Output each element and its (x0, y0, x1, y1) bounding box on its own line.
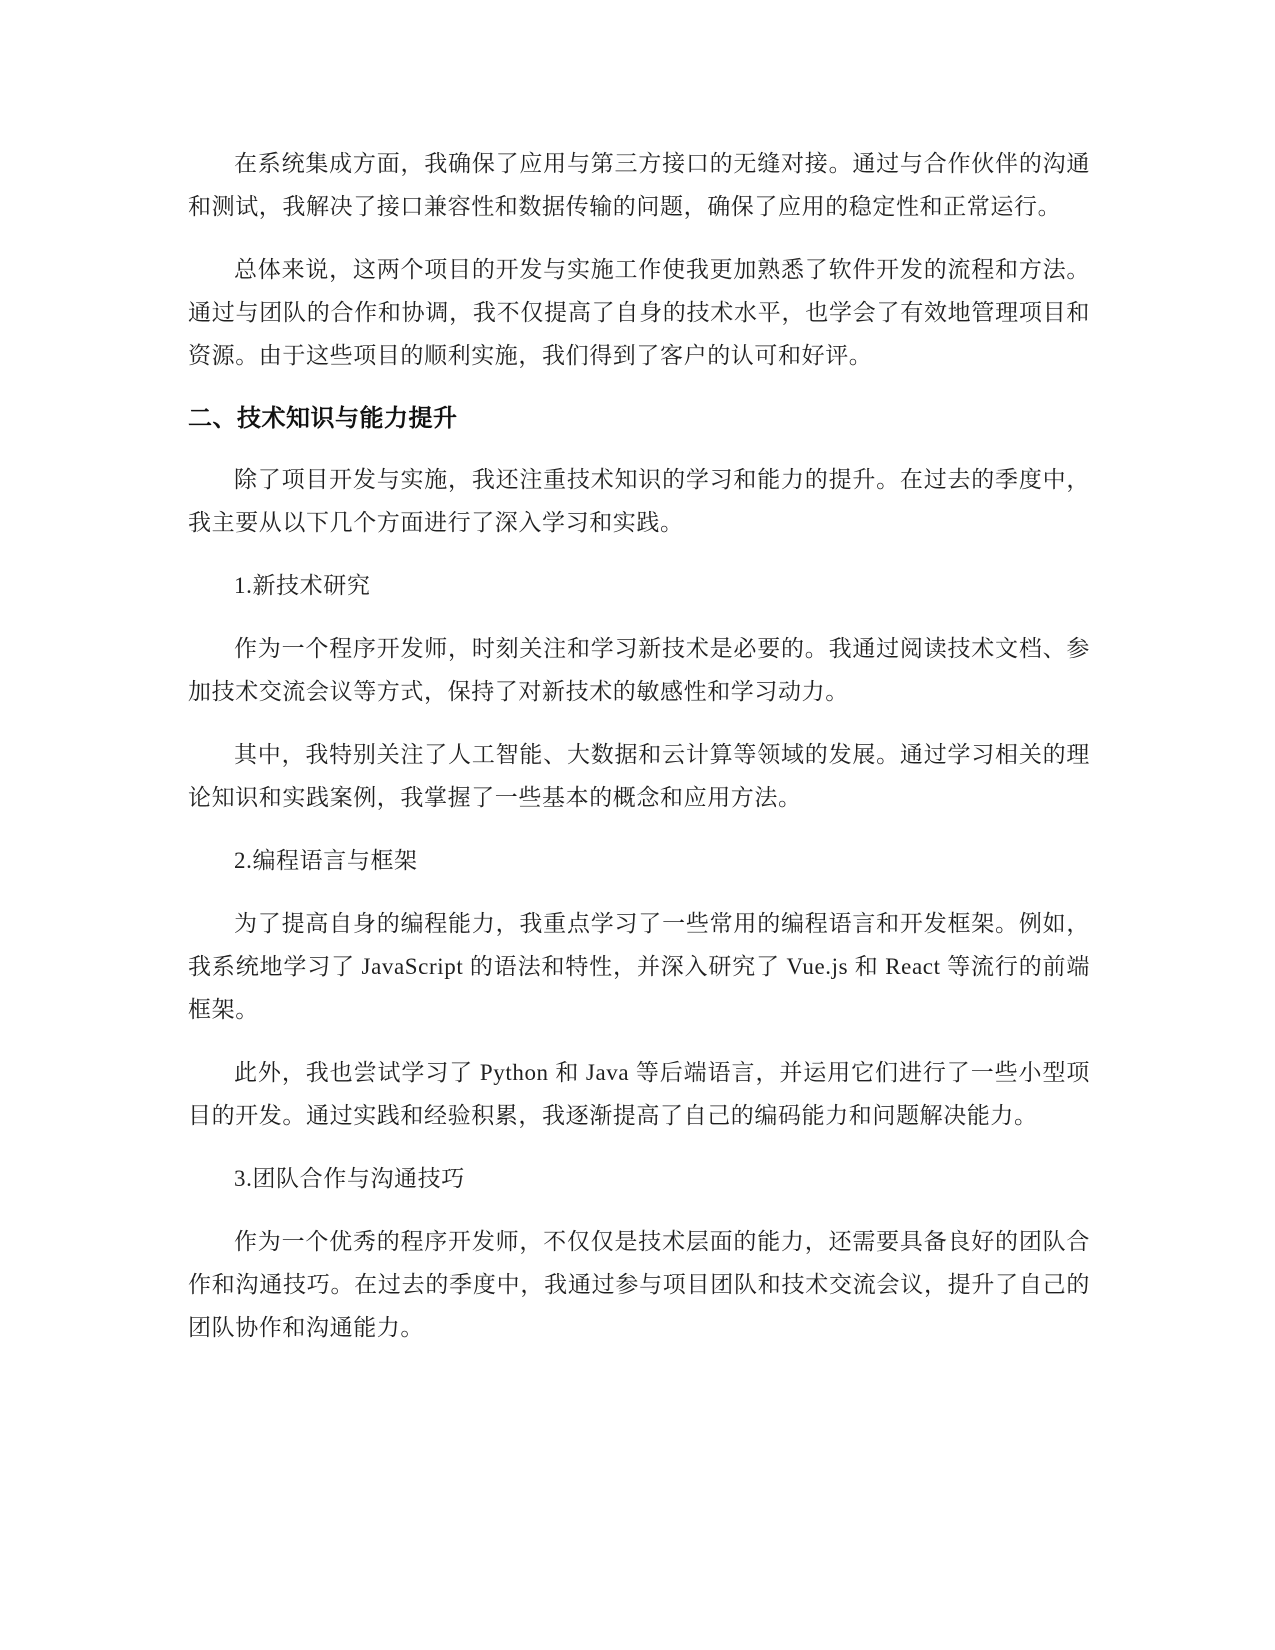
subsection-title-new-tech: 1.新技术研究 (234, 573, 371, 598)
subsection-title-languages: 2.编程语言与框架 (234, 848, 418, 873)
paragraph-languages-2: 此外，我也尝试学习了 Python 和 Java 等后端语言，并运用它们进行了一些小型项目的开发。通过实践和经验积累，我逐渐提高了自己的编码能力和问题解决能力。 (188, 1060, 1090, 1128)
paragraph-section-intro: 除了项目开发与实施，我还注重技术知识的学习和能力的提升。在过去的季度中，我主要从以下几个方面进行了深入学习和实践。 (188, 467, 1090, 535)
document-page (188, 142, 1090, 1369)
paragraph-project-summary: 总体来说，这两个项目的开发与实施工作使我更加熟悉了软件开发的流程和方法。通过与团队的合作和协调，我不仅提高了自身的技术水平，也学会了有效地管理项目和资源。由于这些项目的顺利实施，我们得到了客户的认可和好评。 (188, 257, 1090, 368)
subsection-title-teamwork: 3.团队合作与沟通技巧 (234, 1166, 465, 1191)
paragraph-new-tech-1: 作为一个程序开发师，时刻关注和学习新技术是必要的。我通过阅读技术文档、参加技术交流会议等方式，保持了对新技术的敏感性和学习动力。 (188, 636, 1090, 704)
section-heading: 二、技术知识与能力提升 (188, 404, 458, 432)
paragraph-teamwork-1: 作为一个优秀的程序开发师，不仅仅是技术层面的能力，还需要具备良好的团队合作和沟通技巧。在过去的季度中，我通过参与项目团队和技术交流会议，提升了自己的团队协作和沟通能力。 (188, 1229, 1090, 1340)
paragraph-new-tech-2: 其中，我特别关注了人工智能、大数据和云计算等领域的发展。通过学习相关的理论知识和实践案例，我掌握了一些基本的概念和应用方法。 (188, 742, 1090, 810)
paragraph-languages-1: 为了提高自身的编程能力，我重点学习了一些常用的编程语言和开发框架。例如，我系统地学习了 JavaScript 的语法和特性，并深入研究了 Vue.js 和 React 等流行的前端框架。 (188, 911, 1090, 1022)
paragraph-system-integration: 在系统集成方面，我确保了应用与第三方接口的无缝对接。通过与合作伙伴的沟通和测试，我解决了接口兼容性和数据传输的问题，确保了应用的稳定性和正常运行。 (188, 151, 1090, 219)
